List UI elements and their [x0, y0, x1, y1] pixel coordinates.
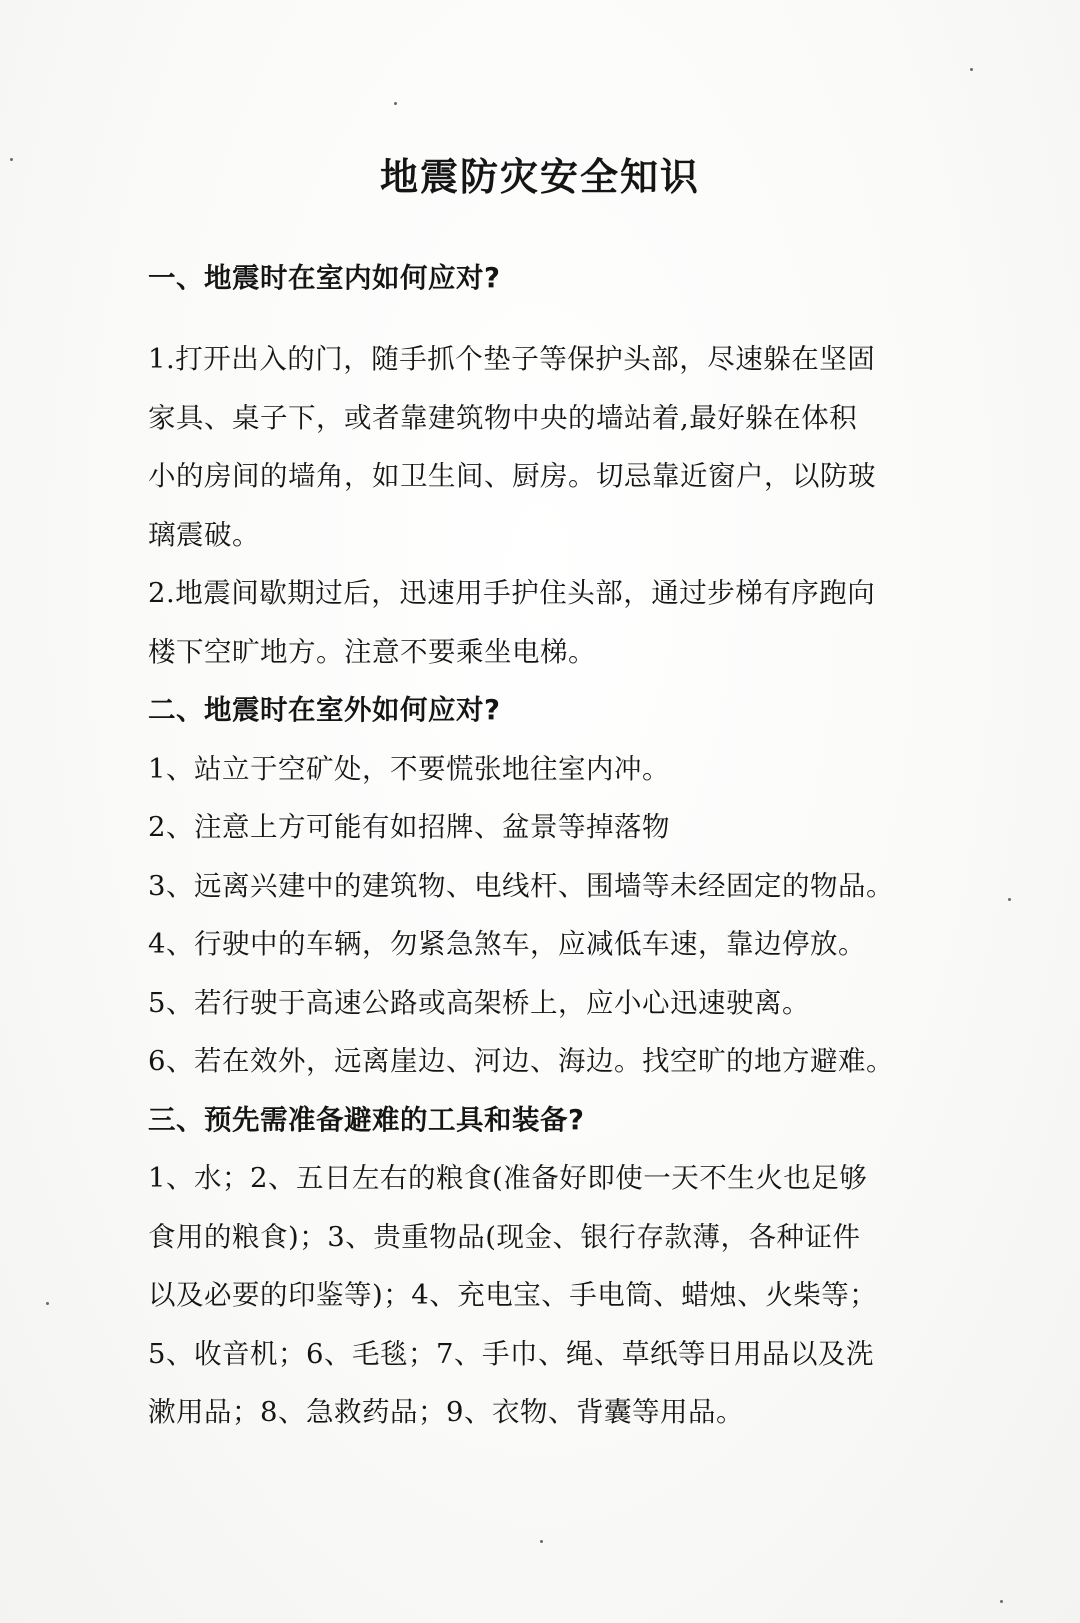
section-heading-supplies: 三、预先需准备避难的工具和装备?	[148, 1104, 585, 1136]
scan-speck	[46, 1302, 49, 1305]
paragraph-line: 小的房间的墙角，如卫生间、厨房。切忌靠近窗户，以防玻	[148, 460, 876, 492]
paragraph-line: 1、水；2、五日左右的粮食(准备好即使一天不生火也足够	[148, 1162, 868, 1194]
paragraph-line: 璃震破。	[148, 519, 260, 551]
section-heading-indoor: 一、地震时在室内如何应对?	[148, 262, 501, 294]
scan-speck	[540, 1540, 543, 1543]
list-item: 1、站立于空矿处，不要慌张地往室内冲。	[148, 753, 670, 785]
list-item: 5、若行驶于高速公路或高架桥上，应小心迅速驶离。	[148, 987, 810, 1019]
scan-speck	[970, 68, 973, 71]
paragraph-line: 5、收音机；6、毛毯；7、手巾、绳、草纸等日用品以及洗	[148, 1338, 874, 1370]
list-item: 2、注意上方可能有如招牌、盆景等掉落物	[148, 811, 670, 843]
scan-speck	[1000, 1600, 1003, 1603]
list-item: 3、远离兴建中的建筑物、电线杆、围墙等未经固定的物品。	[148, 870, 894, 902]
paragraph-line: 食用的粮食)；3、贵重物品(现金、银行存款薄，各种证件	[148, 1221, 861, 1253]
paragraph-line: 家具、桌子下，或者靠建筑物中央的墙站着,最好躲在体积	[148, 402, 858, 434]
list-item: 4、行驶中的车辆，勿紧急煞车，应减低车速，靠边停放。	[148, 928, 866, 960]
paragraph-line: 以及必要的印鉴等)；4、充电宝、手电筒、蜡烛、火柴等；	[148, 1279, 878, 1311]
paragraph-line: 楼下空旷地方。注意不要乘坐电梯。	[148, 636, 596, 668]
scan-speck	[1008, 898, 1011, 901]
scan-speck	[10, 158, 13, 161]
paragraph-line: 1.打开出入的门，随手抓个垫子等保护头部，尽速躲在坚固	[148, 343, 876, 375]
document-title: 地震防灾安全知识	[379, 154, 700, 199]
list-item: 6、若在效外，远离崖边、河边、海边。找空旷的地方避难。	[148, 1045, 894, 1077]
section-heading-outdoor: 二、地震时在室外如何应对?	[148, 694, 501, 726]
paragraph-line: 漱用品；8、急救药品；9、衣物、背囊等用品。	[148, 1396, 744, 1428]
scan-speck	[394, 102, 397, 105]
paragraph-line: 2.地震间歇期过后，迅速用手护住头部，通过步梯有序跑向	[148, 577, 876, 609]
